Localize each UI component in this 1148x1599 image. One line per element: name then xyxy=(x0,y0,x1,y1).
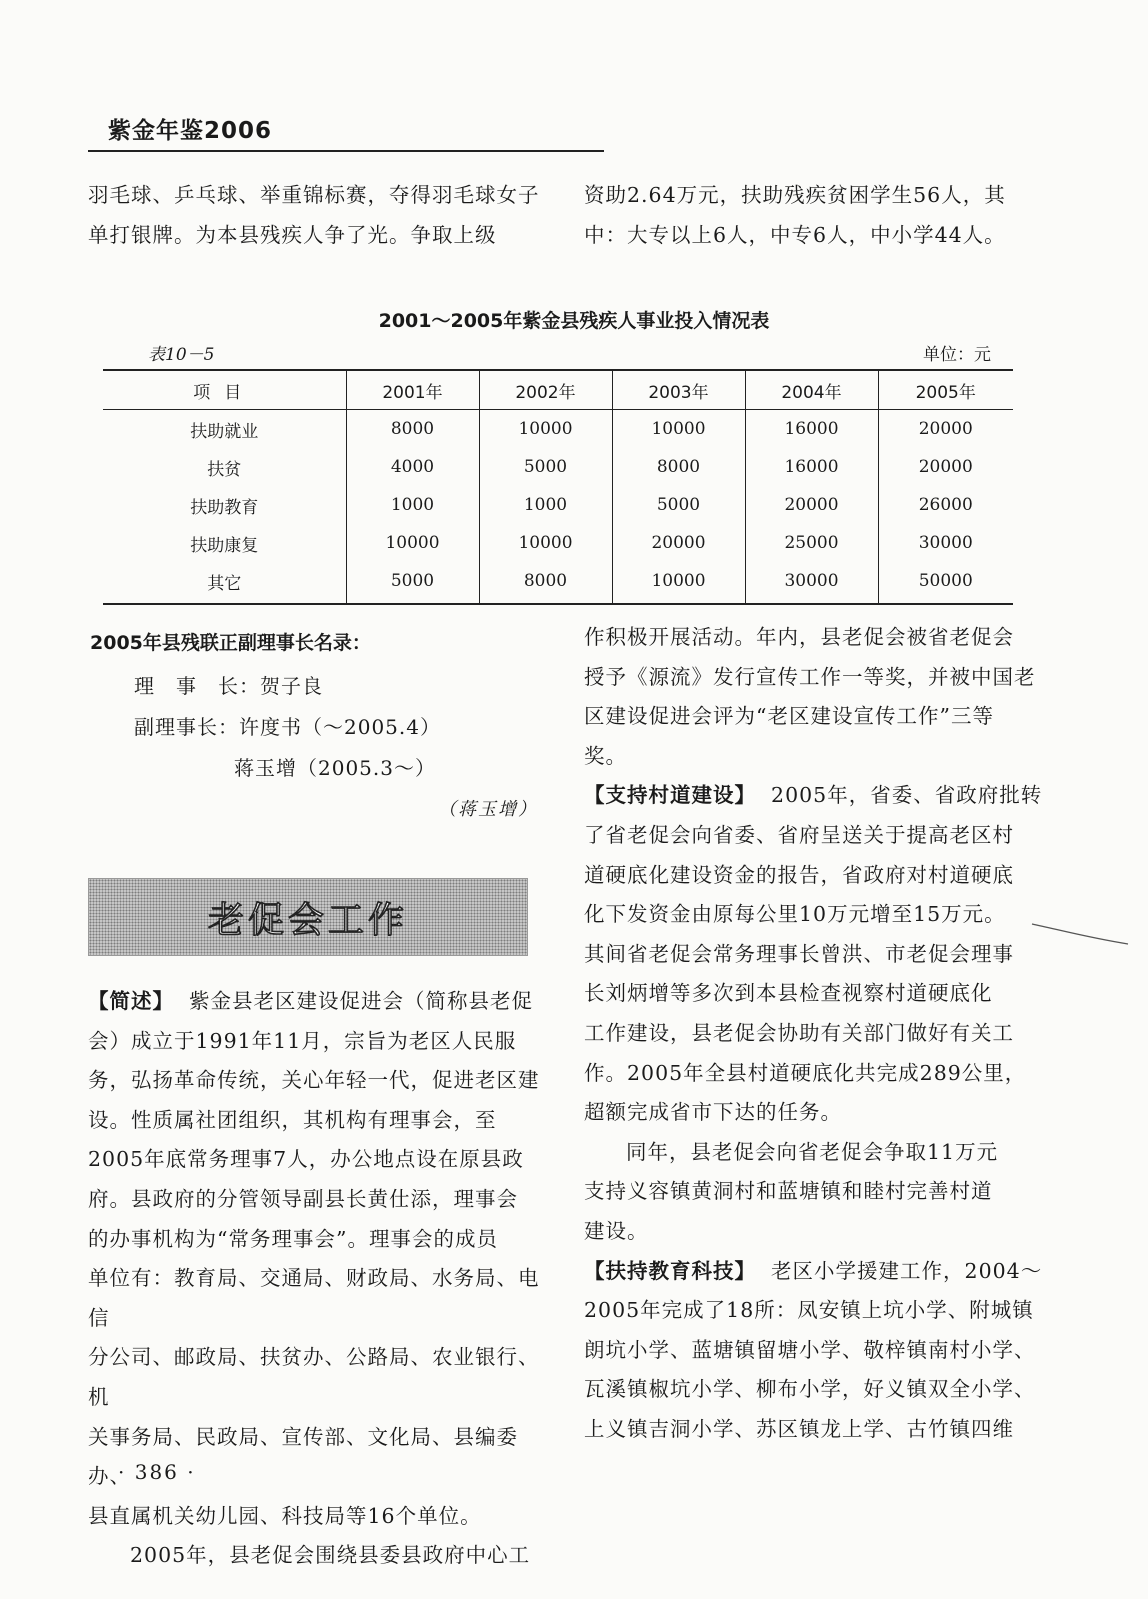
table-cell: 16000 xyxy=(745,448,878,486)
running-header: 紫金年鉴2006 xyxy=(108,118,273,144)
top-left-text xyxy=(88,176,548,255)
table-row xyxy=(103,562,1013,604)
table-cell: 20000 xyxy=(745,486,878,524)
table-cell: 扶助就业 xyxy=(190,421,259,442)
table-cell: 10000 xyxy=(479,410,612,449)
text-line: 上义镇吉洞小学、苏区镇龙上学、古竹镇四维 xyxy=(584,1416,1014,1441)
table-cell: 26000 xyxy=(878,486,1013,524)
roster-vice-chair: 副理事长：许度书（～2005.4） xyxy=(134,715,441,739)
table-cell: 1000 xyxy=(346,486,479,524)
table-cell: 8000 xyxy=(479,562,612,604)
table-cell: 8000 xyxy=(346,410,479,449)
paragraph-village-roads xyxy=(584,776,1044,816)
section-tag: 【简述】 xyxy=(88,989,174,1013)
table-cell: 30000 xyxy=(878,524,1013,562)
text-line: 作积极开展活动。年内，县老促会被省老促会 xyxy=(584,625,1014,649)
table-cell: 扶助康复 xyxy=(190,535,259,556)
table-number: 表10－5 xyxy=(148,345,215,365)
left-column xyxy=(88,982,548,1576)
text-line: 分公司、邮政局、扶贫办、公路局、农业银行、机 xyxy=(88,1345,540,1409)
text-line: 资助2.64万元，扶助残疾贫困学生56人，其 xyxy=(584,183,1006,207)
roster-title: 2005年县残联正副理事长名录： xyxy=(90,632,371,654)
text-line: 2005年底常务理事7人，办公地点设在原县政 xyxy=(88,1147,524,1172)
text-line: 2005年完成了18所：凤安镇上坑小学、附城镇 xyxy=(584,1298,1034,1323)
table-cell: 10000 xyxy=(346,524,479,562)
section-banner xyxy=(88,878,528,956)
table-row xyxy=(103,524,1013,562)
column-header: 2005年 xyxy=(878,370,1013,410)
text-line: 会）成立于1991年11月，宗旨为老区人民服 xyxy=(88,1028,517,1053)
table-cell: 5000 xyxy=(346,562,479,604)
text-line: 其间省老促会常务理事长曾洪、市老促会理事 xyxy=(584,941,1014,966)
text-line: 朗坑小学、蓝塘镇留塘小学、敬梓镇南村小学、 xyxy=(584,1337,1036,1362)
table-cell: 5000 xyxy=(612,486,745,524)
column-header: 2001年 xyxy=(346,370,479,410)
table-cell: 10000 xyxy=(612,562,745,604)
text-line: 了省老促会向省委、省府呈送关于提高老区村 xyxy=(584,822,1014,847)
table-cell: 5000 xyxy=(479,448,612,486)
column-header: 项目 xyxy=(103,370,346,410)
table-cell: 50000 xyxy=(878,562,1013,604)
roster-vice-chair-2: 蒋玉增（2005.3～） xyxy=(234,756,436,780)
paragraph-education xyxy=(584,1252,1044,1292)
section-tag: 【扶持教育科技】 xyxy=(584,1258,756,1283)
column-header: 2003年 xyxy=(612,370,745,410)
column-header: 2004年 xyxy=(745,370,878,410)
table-cell: 4000 xyxy=(346,448,479,486)
table-cell: 10000 xyxy=(612,410,745,449)
table-cell: 25000 xyxy=(745,524,878,562)
text-line: 化下发资金由原每公里10万元增至15万元。 xyxy=(584,902,1006,927)
investment-table xyxy=(103,369,1013,605)
table-row xyxy=(103,486,1013,524)
text-line: 支持义容镇黄洞村和蓝塘镇和睦村完善村道 xyxy=(584,1179,993,1204)
text-line: 关事务局、民政局、宣传部、文化局、县编委办、 xyxy=(88,1424,518,1489)
text-line: 超额完成省市下达的任务。 xyxy=(584,1100,842,1125)
text-line: 作。2005年全县村道硬底化共完成289公里， xyxy=(584,1060,1027,1085)
text-line: 单打银牌。为本县残疾人争了光。争取上级 xyxy=(88,222,497,247)
table-row xyxy=(103,448,1013,486)
text-line: 单位有：教育局、交通局、财政局、水务局、电信 xyxy=(88,1266,540,1330)
section-tag: 【支持村道建设】 xyxy=(584,783,756,808)
top-right-text xyxy=(584,176,1044,255)
table-cell: 8000 xyxy=(612,448,745,486)
text-line: 老区小学援建工作，2004～ xyxy=(771,1258,1043,1283)
text-line: 2005年，县老促会围绕县委县政府中心工 xyxy=(130,1543,531,1568)
table-cell: 20000 xyxy=(878,448,1013,486)
text-line: 瓦溪镇椒坑小学、柳布小学，好义镇双全小学、 xyxy=(584,1377,1036,1402)
text-line: 奖。 xyxy=(584,743,627,768)
text-line: 羽毛球、乒乓球、举重锦标赛，夺得羽毛球女子 xyxy=(88,183,540,207)
text-line: 县直属机关幼儿园、科技局等16个单位。 xyxy=(88,1503,482,1528)
text-line: 授予《源流》发行宣传工作一等奖，并被中国老 xyxy=(584,664,1036,689)
pencil-mark xyxy=(1030,918,1130,948)
table-cell: 20000 xyxy=(878,410,1013,449)
text-line: 区建设促进会评为“老区建设宣传工作”三等 xyxy=(584,704,994,729)
table-cell: 30000 xyxy=(745,562,878,604)
text-line: 2005年，省委、省政府批转 xyxy=(771,783,1043,808)
table-cell: 扶助教育 xyxy=(190,497,259,518)
text-line: 紫金县老区建设促进会（简称县老促 xyxy=(189,989,534,1013)
author-credit: （蒋玉增） xyxy=(438,799,538,820)
paragraph-overview xyxy=(88,982,548,1022)
table-unit: 单位：元 xyxy=(923,345,991,365)
text-line: 同年，县老促会向省老促会争取11万元 xyxy=(626,1139,999,1164)
right-column xyxy=(584,618,1044,1449)
text-line: 中：大专以上6人，中专6人，中小学44人。 xyxy=(584,222,1006,247)
table-row xyxy=(103,410,1013,449)
text-line: 设。性质属社团组织，其机构有理事会，至 xyxy=(88,1107,497,1132)
page-number: · 386 · xyxy=(118,1460,196,1484)
roster-chair: 理 事 长：贺子良 xyxy=(134,674,323,698)
text-line: 的办事机构为“常务理事会”。理事会的成员 xyxy=(88,1226,498,1251)
text-line: 建设。 xyxy=(584,1218,649,1243)
table-title: 2001～2005年紫金县残疾人事业投入情况表 xyxy=(378,310,770,332)
table-cell: 1000 xyxy=(479,486,612,524)
table-cell: 10000 xyxy=(479,524,612,562)
text-line: 工作建设，县老促会协助有关部门做好有关工 xyxy=(584,1020,1014,1045)
text-line: 长刘炳增等多次到本县检查视察村道硬底化 xyxy=(584,981,993,1006)
table-cell: 20000 xyxy=(612,524,745,562)
table-cell: 扶贫 xyxy=(207,459,242,480)
text-line: 府。县政府的分管领导副县长黄仕添，理事会 xyxy=(88,1186,518,1211)
header-rule xyxy=(88,150,604,152)
table-header-row xyxy=(103,370,1013,410)
table-cell: 16000 xyxy=(745,410,878,449)
section-title: 老促会工作 xyxy=(207,899,408,941)
text-line: 务，弘扬革命传统，关心年轻一代，促进老区建 xyxy=(88,1068,540,1093)
column-header: 2002年 xyxy=(479,370,612,410)
text-line: 道硬底化建设资金的报告，省政府对村道硬底 xyxy=(584,862,1014,887)
table-cell: 其它 xyxy=(103,562,346,604)
